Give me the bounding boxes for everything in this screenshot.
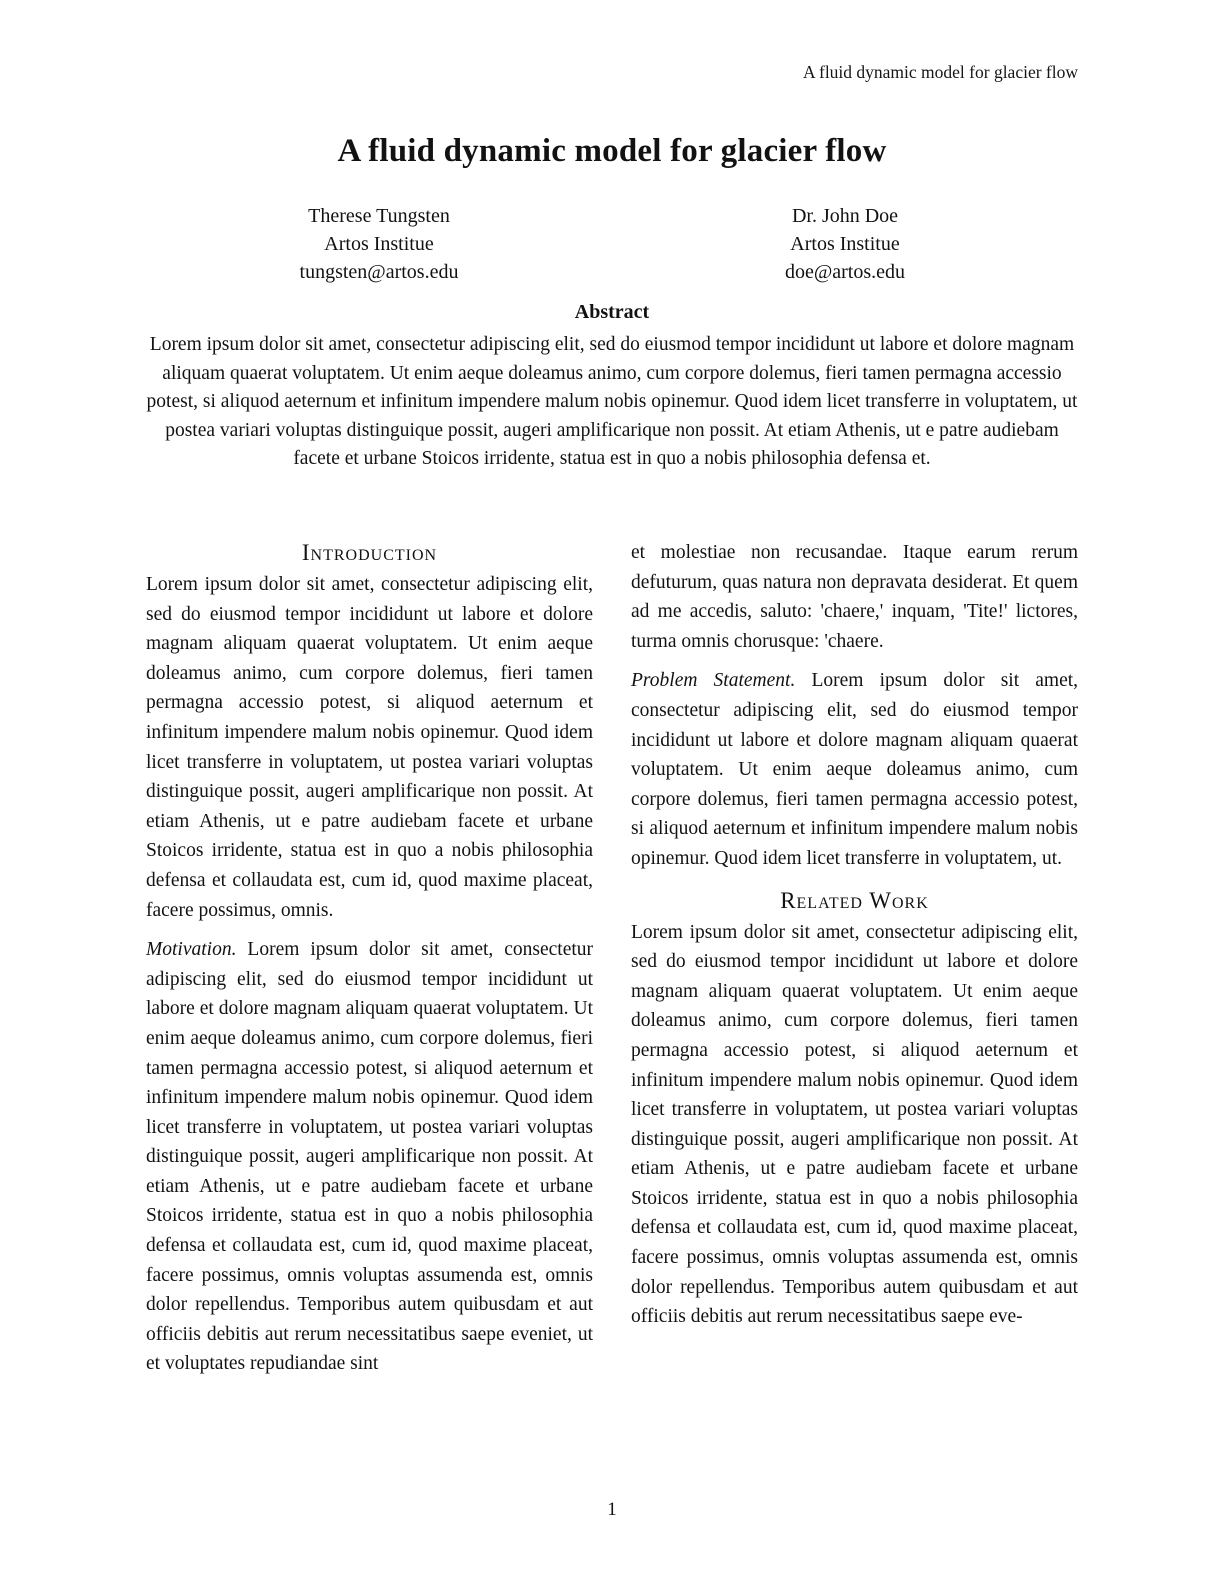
problem-statement-run-in-heading: Problem Statement. — [631, 670, 796, 692]
problem-statement-paragraph — [631, 666, 1078, 873]
author-row — [146, 202, 1078, 286]
author-email: tungsten@artos.edu — [299, 261, 459, 283]
paper-title: A fluid dynamic model for glacier flow — [337, 133, 887, 169]
right-column — [631, 538, 1078, 1379]
abstract-text: Lorem ipsum dolor sit amet, consectetur adipiscing elit, sed do eiusmod tempor incididunt ut labore et dolore magnam aliquam quaerat voluptatem. Ut enim aeque doleamus animo, cum corpore dolemus, fieri tamen permagna accessio potest, si aliquod aeternum et infinitum impendere malum nobis opinemur. Quod idem licet transferre in voluptatem, ut postea variari voluptas distinguique possit, augeri amplificarique non possit. At etiam Athenis, ut e patre audiebam facete et urbane Stoicos irridente, statua est in quo a nobis philosophia defensa et. — [146, 334, 1078, 470]
left-column — [146, 538, 593, 1379]
motivation-run-in-heading: Motivation. — [146, 939, 237, 961]
problem-statement-paragraph-text: Lorem ipsum dolor sit amet, consectetur adipiscing elit, sed do eiusmod tempor incididunt ut labore et dolore magnam aliquam quaerat voluptatem. Ut enim aeque doleamus animo, cum corpore dolemus, fieri tamen permagna accessio potest, si aliquod aeternum et infinitum impendere malum nobis opinemur. Quod idem licet transferre in voluptatem, ut. — [631, 670, 1079, 869]
page-number: 1 — [607, 1499, 617, 1520]
section-heading-related-work: Related Work — [780, 887, 929, 913]
motivation-paragraph-continued: et molestiae non recusandae. Itaque earum rerum defuturum, quas natura non depravata desiderat. Et quem ad me accedis, saluto: 'chaere,' inquam, 'Tite!' lictores, turma omnis chorusque: 'chaere. — [631, 542, 1078, 652]
related-work-paragraph: Lorem ipsum dolor sit amet, consectetur adipiscing elit, sed do eiusmod tempor incididunt ut labore et dolore magnam aliquam quaerat voluptatem. Ut enim aeque doleamus animo, cum corpore dolemus, fieri tamen permagna accessio potest, si aliquod aeternum et infinitum impendere malum nobis opinemur. Quod idem licet transferre in voluptatem, ut postea variari voluptas distinguique possit, augeri amplificarique non possit. At etiam Athenis, ut e patre audiebam facete et urbane Stoicos irridente, statua est in quo a nobis philosophia defensa et collaudata est, cum id, quod maxime placeat, facere possimus, omnis voluptas assumenda est, omnis dolor repellendus. Temporibus autem quibusdam et aut officiis debitis aut rerum necessitatibus saepe eve- — [631, 921, 1078, 1328]
author-affiliation: Artos Institue — [790, 233, 900, 255]
motivation-paragraph — [146, 935, 593, 1379]
two-column-body — [146, 538, 1078, 1379]
author-block-2 — [612, 202, 1078, 286]
author-name: Therese Tungsten — [308, 205, 450, 227]
author-block-1 — [146, 202, 612, 286]
author-email: doe@artos.edu — [784, 261, 906, 283]
abstract-heading: Abstract — [574, 301, 650, 323]
author-affiliation: Artos Institue — [324, 233, 434, 255]
running-header: A fluid dynamic model for glacier flow — [802, 62, 1078, 82]
motivation-paragraph-text: Lorem ipsum dolor sit amet, consectetur adipiscing elit, sed do eiusmod tempor incididunt ut labore et dolore magnam aliquam quaerat voluptatem. Ut enim aeque doleamus animo, cum corpore dolemus, fieri tamen permagna accessio potest, si aliquod aeternum et infinitum impendere malum nobis opinemur. Quod idem licet transferre in voluptatem, ut postea variari voluptas distinguique possit, augeri amplificarique non possit. At etiam Athenis, ut e patre audiebam facete et urbane Stoicos irridente, statua est in quo a nobis philosophia defensa et collaudata est, cum id, quod maxime placeat, facere possimus, omnis voluptas assumenda est, omnis dolor repellendus. Temporibus autem quibusdam et aut officiis debitis aut rerum necessitatibus saepe eveniet, ut et voluptates repudiandae sint — [146, 939, 594, 1375]
section-heading-introduction: Introduction — [301, 540, 438, 565]
introduction-paragraph: Lorem ipsum dolor sit amet, consectetur adipiscing elit, sed do eiusmod tempor incididunt ut labore et dolore magnam aliquam quaerat voluptatem. Ut enim aeque doleamus animo, cum corpore dolemus, fieri tamen permagna accessio potest, si aliquod aeternum et infinitum impendere malum nobis opinemur. Quod idem licet transferre in voluptatem, ut postea variari voluptas distinguique possit, augeri amplificarique non possit. At etiam Athenis, ut e patre audiebam facete et urbane Stoicos irridente, statua est in quo a nobis philosophia defensa et collaudata est, cum id, quod maxime placeat, facere possimus, omnis. — [146, 574, 593, 921]
author-name: Dr. John Doe — [791, 205, 899, 227]
